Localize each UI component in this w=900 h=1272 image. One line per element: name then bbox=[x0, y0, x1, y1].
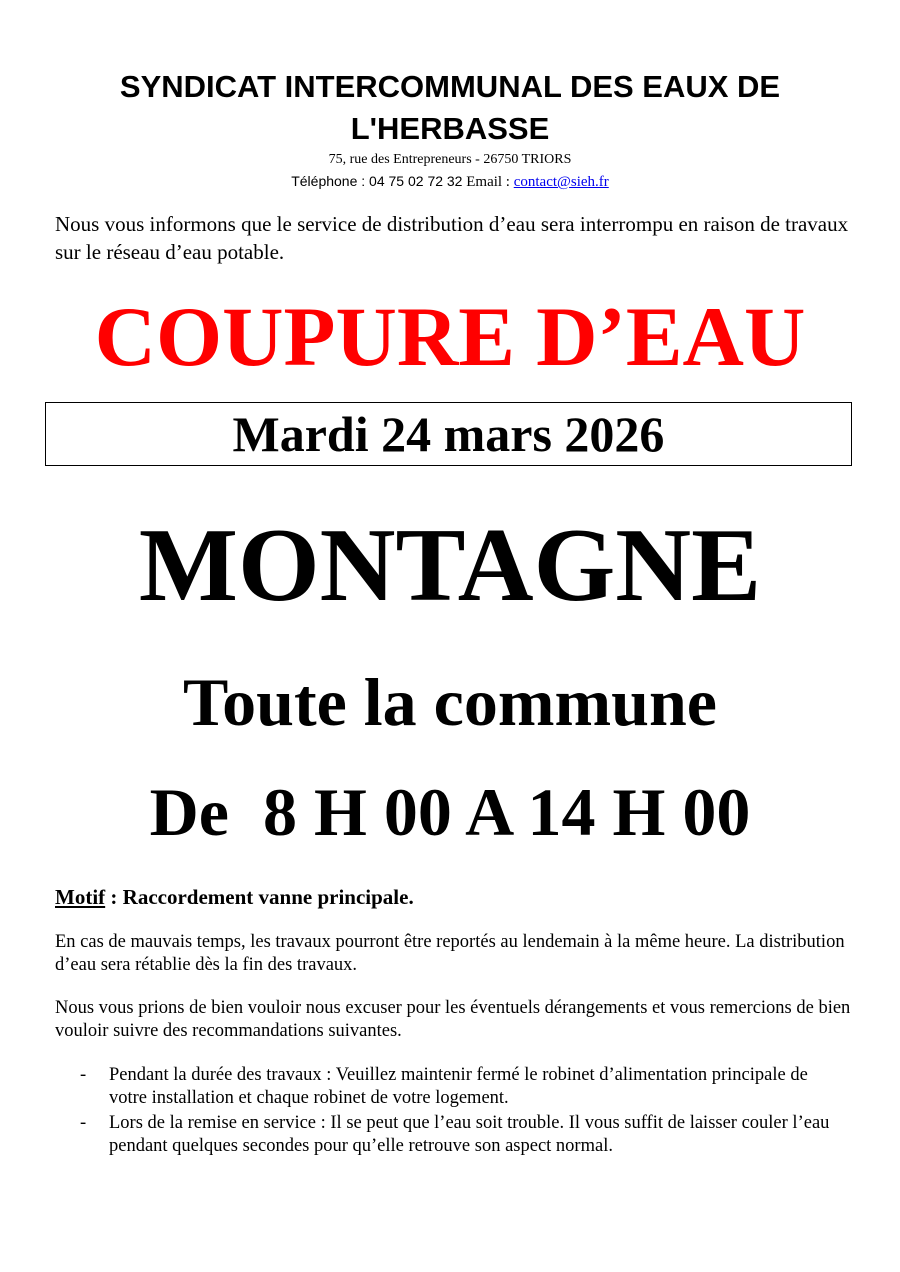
interruption-date: Mardi 24 mars 2026 bbox=[232, 406, 665, 462]
interruption-hours: De 8 H 00 A 14 H 00 bbox=[149, 774, 751, 850]
motif-line bbox=[55, 884, 414, 910]
affected-zone: Toute la commune bbox=[183, 664, 717, 740]
contact-line bbox=[0, 171, 900, 192]
list-dash: - bbox=[80, 1113, 87, 1133]
list-item bbox=[80, 1112, 840, 1158]
motif-text: Raccordement vanne principale. bbox=[122, 885, 414, 909]
motif-label: Motif bbox=[55, 885, 106, 909]
list-item bbox=[80, 1064, 840, 1110]
email-label: Email : bbox=[466, 174, 510, 190]
date-box bbox=[45, 402, 852, 466]
organization-address: 75, rue des Entrepreneurs - 26750 TRIORS bbox=[328, 152, 572, 167]
list-dash: - bbox=[80, 1065, 87, 1085]
commune-name: MONTAGNE bbox=[138, 506, 762, 623]
motif-separator: : bbox=[105, 885, 123, 909]
recommendations-list bbox=[80, 1064, 840, 1160]
phone-number: Téléphone : 04 75 02 72 32 bbox=[291, 173, 463, 189]
organization-name: SYNDICAT INTERCOMMUNAL DES EAUX DE L'HERBASSE bbox=[119, 69, 781, 146]
list-item-text: Lors de la remise en service : Il se peut que l’eau soit trouble. Il vous suffit de laisser couler l’eau pendant quelques secondes pour qu’elle retrouve son aspect normal. bbox=[109, 1113, 830, 1156]
headline: COUPURE D’EAU bbox=[94, 290, 806, 384]
weather-paragraph: En cas de mauvais temps, les travaux pourront être reportés au lendemain à la même heure. La distribution d’eau sera rétablie dès la fin des travaux. bbox=[55, 932, 845, 975]
email-link[interactable]: contact@sieh.fr bbox=[513, 174, 609, 190]
apology-paragraph: Nous vous prions de bien vouloir nous excuser pour les éventuels dérangements et vous remercions de bien vouloir suivre des recommandations suivantes. bbox=[55, 998, 851, 1041]
list-item-text: Pendant la durée des travaux : Veuillez maintenir fermé le robinet d’alimentation principale de votre installation et chaque robinet de votre logement. bbox=[109, 1065, 808, 1108]
intro-paragraph: Nous vous informons que le service de distribution d’eau sera interrompu en raison de travaux sur le réseau d’eau potable. bbox=[55, 212, 849, 264]
